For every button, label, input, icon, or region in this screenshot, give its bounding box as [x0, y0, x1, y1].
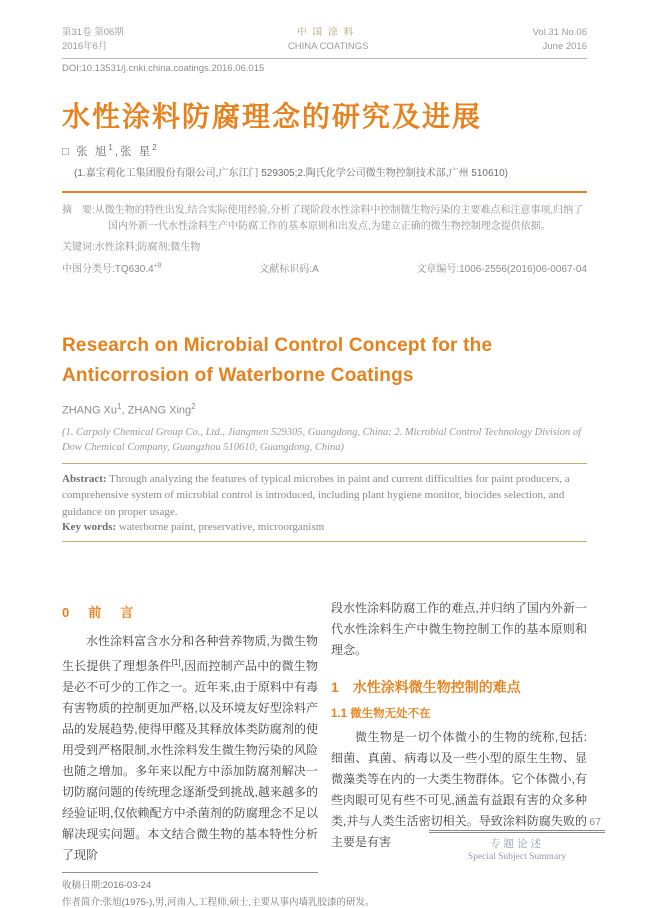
intro-paragraph-text-1: 水性涂料富含水分和各种营养物质,为微生物生长提供了理想条件 [62, 634, 318, 674]
affiliation-cn: (1.嘉宝莉化工集团股份有限公司,广东江门 529305;2.陶氏化学公司微生物控制技术部,广州 510610) [74, 168, 508, 179]
clc-label: 中图分类号: [62, 264, 115, 275]
author-1-sup-en: 1 [117, 402, 122, 411]
section-1-1-heading: 1.1 微生物无处不在 [331, 708, 431, 721]
authors-cn [62, 143, 587, 159]
abstract-label-cn: 摘 要: [62, 205, 95, 216]
abstract-cn [62, 203, 587, 235]
abstract-text-cn: 从微生物的特性出发,结合实际使用经验,分析了现阶段水性涂料中控制微生物污染的主要难点和注意事项,归纳了国内外新一代水性涂料生产中防腐工作的基本原则和出发点,为建立正确的微生物控制理念提供依据。 [94, 205, 584, 232]
article-id [416, 260, 587, 275]
author-1-sup-cn: 1 [108, 143, 115, 153]
title-divider-rule [62, 191, 587, 193]
author-1-en: ZHANG Xu [62, 404, 118, 417]
article-meta-row [62, 260, 587, 275]
journal-name-cn: 中国涂料 [297, 27, 360, 38]
author-1-cn: 张 旭 [76, 146, 109, 158]
author-sep-en: , [121, 404, 128, 417]
page-number: 67 [429, 814, 605, 831]
footnote-rule [62, 872, 318, 873]
document-code [259, 260, 318, 275]
keywords-cn [62, 238, 587, 253]
author-2-cn: 张 星 [120, 146, 153, 158]
author-2-sup-en: 2 [191, 402, 196, 411]
abstract-bottom-rule [62, 541, 587, 542]
authors-en [62, 402, 587, 417]
doc-code-label: 文献标识码: [259, 264, 313, 275]
author-prefix-mark: □ [62, 146, 71, 158]
clc-number [62, 260, 162, 275]
article-id-value: 1006-2556(2016)06-0067-04 [459, 264, 587, 275]
intro-paragraph-continued: 段水性涂料防腐工作的难点,并归纳了国内外新一代水性涂料生产中微生物控制工作的基本原则和理念。 [331, 601, 587, 658]
doc-code-value: A [312, 264, 319, 275]
reference-mark-1: [1] [171, 658, 181, 668]
section-0-heading: 0 前 言 [62, 605, 137, 621]
abstract-label-en: Abstract: [62, 472, 107, 485]
keywords-en [62, 521, 587, 533]
article-title-en: Research on Microbial Control Concept for the Anticorrosion of Waterborne Coatings [62, 335, 493, 386]
article-title-cn: 水性涂料防腐理念的研究及进展 [62, 101, 483, 132]
author-2-sup-cn: 2 [152, 143, 159, 153]
keywords-label-cn: 关键词: [62, 242, 95, 253]
intro-paragraph-text-2: ,因而控制产品中的微生物是必不可少的工作之一。近年来,由于原料中有毒有害物质的控制更加严格,以及环境友好型涂料产品的发展趋势,使得甲醛及其释放体类防腐剂的使用受到严格限制,水性涂料发生微生物污染的风险也随之增加。多年来以配方中添加防腐剂解决一切防腐问题的传统理念逐渐受到挑战,越来越多的经验证明,仅依赖配方中杀菌剂的防腐理念不足以解决现实问题。本文结合微生物的基本特性分析了现阶 [62, 659, 318, 863]
clc-value: TQ630.4 [114, 264, 154, 275]
journal-issue-en [533, 26, 587, 54]
article-id-label: 文章编号: [416, 264, 460, 275]
journal-name-en: CHINA COATINGS [287, 41, 369, 52]
author-bio-footnote: 作者简介:张旭(1975-),男,河南人,工程师,硕士,主要从事内墙乳胶漆的研发。 [62, 897, 375, 908]
section-1-1-paragraph: 微生物是一切个体微小的生物的统称,包括:细菌、真菌、病毒以及一些小型的原生生物、显微藻类等在内的一大类生物群体。它个体微小,有些肉眼可见有些不可见,涵盖有益跟有害的众多种类,并与人类生活密切相关。导致涂料防腐失败的主要是有害 [331, 730, 587, 850]
left-column [62, 598, 318, 891]
issue-volume-en: Vol.31 No.06 [532, 27, 587, 38]
issue-volume-cn: 第31卷 第06期 [62, 27, 124, 38]
column-title-cn: 专题论述 [429, 832, 605, 851]
issue-date-cn: 2016年6月 [62, 41, 108, 52]
keywords-text-en: waterborne paint, preservative, microorganism [116, 521, 325, 534]
keywords-text-cn: 水性涂料;防腐剂;微生物 [94, 242, 201, 253]
received-date: 收稿日期:2016-03-24 [62, 880, 152, 892]
affiliation-en: (1. Carpoly Chemical Group Co., Ltd., Jiangmen 529305, Guangdong, China; 2. Microbial Control Technology Division of Dow Chemical Company, Guangzhou 510610, Guangdong, China) [62, 426, 582, 453]
journal-name [288, 26, 369, 54]
issue-date-en: June 2016 [542, 41, 587, 52]
abstract-text-en: Through analyzing the features of typical microbes in paint and current difficulties for paint producers, a comprehensive system of microbial control is introduced, including plant hygiene monitor, biocides selection, and guidance on proper usage. [62, 472, 570, 518]
column-title-en: Special Subject Summary [467, 852, 567, 862]
intro-paragraph [62, 631, 318, 866]
author-sep-cn: , [114, 146, 121, 158]
abstract-top-rule [62, 463, 587, 464]
journal-header [62, 26, 587, 59]
author-2-en: ZHANG Xing [127, 404, 192, 417]
doi-line: DOI:10.13531/j.cnki.china.coatings.2016.06.015 [62, 63, 265, 74]
keywords-label-en: Key words: [62, 521, 117, 534]
journal-issue-cn [62, 26, 124, 54]
section-1-heading: 1 水性涂料微生物控制的难点 [331, 679, 521, 696]
abstract-en [62, 471, 587, 521]
clc-sup: +9 [153, 262, 162, 270]
page-footer [429, 814, 605, 862]
